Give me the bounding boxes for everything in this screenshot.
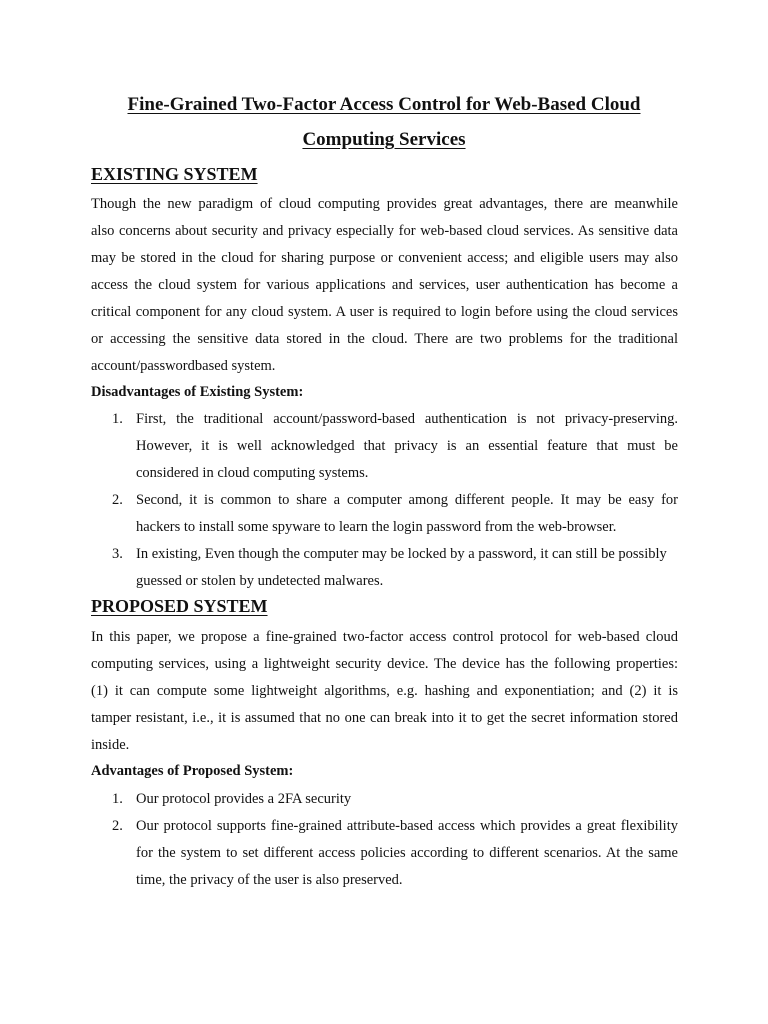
list-number: 2.: [112, 818, 123, 834]
list-item-line: for the system to set different access policies according to different scenarios. At the same: [136, 845, 678, 861]
advantages-heading: Advantages of Proposed System:: [91, 763, 294, 779]
existing-paragraph-line: Though the new paradigm of cloud computing provides great advantages, there are meanwhile: [91, 196, 678, 212]
existing-system-heading: EXISTING SYSTEM: [91, 164, 258, 184]
proposed-paragraph-line: tamper resistant, i.e., it is assumed that no one can break into it to get the secret information stored: [91, 710, 678, 726]
list-item-line: time, the privacy of the user is also preserved.: [136, 872, 403, 888]
existing-paragraph-line: also concerns about security and privacy especially for web-based cloud services. As sensitive data: [91, 223, 678, 239]
proposed-paragraph-line: computing services, using a lightweight security device. The device has the following properties:: [91, 656, 678, 672]
list-item-line: Second, it is common to share a computer among different people. It may be easy for: [136, 492, 678, 508]
proposed-paragraph-line: In this paper, we propose a fine-grained two-factor access control protocol for web-based cloud: [91, 629, 678, 645]
existing-paragraph-line: may be stored in the cloud for sharing purpose or convenient access; and eligible users may also: [91, 250, 678, 266]
list-item-line: considered in cloud computing systems.: [136, 465, 369, 481]
document-title-line-1: Fine-Grained Two-Factor Access Control for Web-Based Cloud: [127, 94, 641, 115]
existing-paragraph-line: or accessing the sensitive data stored in the cloud. There are two problems for the traditional: [91, 331, 678, 347]
existing-paragraph-line: critical component for any cloud system. A user is required to login before using the cloud services: [91, 304, 678, 320]
existing-paragraph-line: access the cloud system for various applications and services, user authentication has become a: [91, 277, 678, 293]
list-item-line: Our protocol provides a 2FA security: [136, 791, 352, 807]
list-item-line: Our protocol supports fine-grained attribute-based access which provides a great flexibility: [136, 818, 678, 834]
list-item-line: hackers to install some spyware to learn the login password from the web-browser.: [136, 519, 617, 535]
list-item-line: First, the traditional account/password-based authentication is not privacy-preserving.: [136, 411, 678, 427]
proposed-paragraph-line: inside.: [91, 737, 130, 753]
proposed-system-heading: PROPOSED SYSTEM: [91, 596, 268, 616]
list-item-line: guessed or stolen by undetected malwares.: [136, 573, 384, 589]
proposed-paragraph-line: (1) it can compute some lightweight algorithms, e.g. hashing and exponentiation; and (2) it is: [91, 683, 678, 699]
list-number: 3.: [112, 546, 123, 562]
list-number: 1.: [112, 791, 123, 807]
list-item-line: In existing, Even though the computer may be locked by a password, it can still be possibly: [136, 546, 667, 562]
document-title-line-2: Computing Services: [302, 129, 466, 150]
list-number: 1.: [112, 411, 123, 427]
list-item-line: However, it is well acknowledged that privacy is an essential feature that must be: [136, 438, 678, 454]
existing-paragraph-line: account/passwordbased system.: [91, 358, 276, 374]
list-number: 2.: [112, 492, 123, 508]
disadvantages-heading: Disadvantages of Existing System:: [91, 384, 304, 400]
